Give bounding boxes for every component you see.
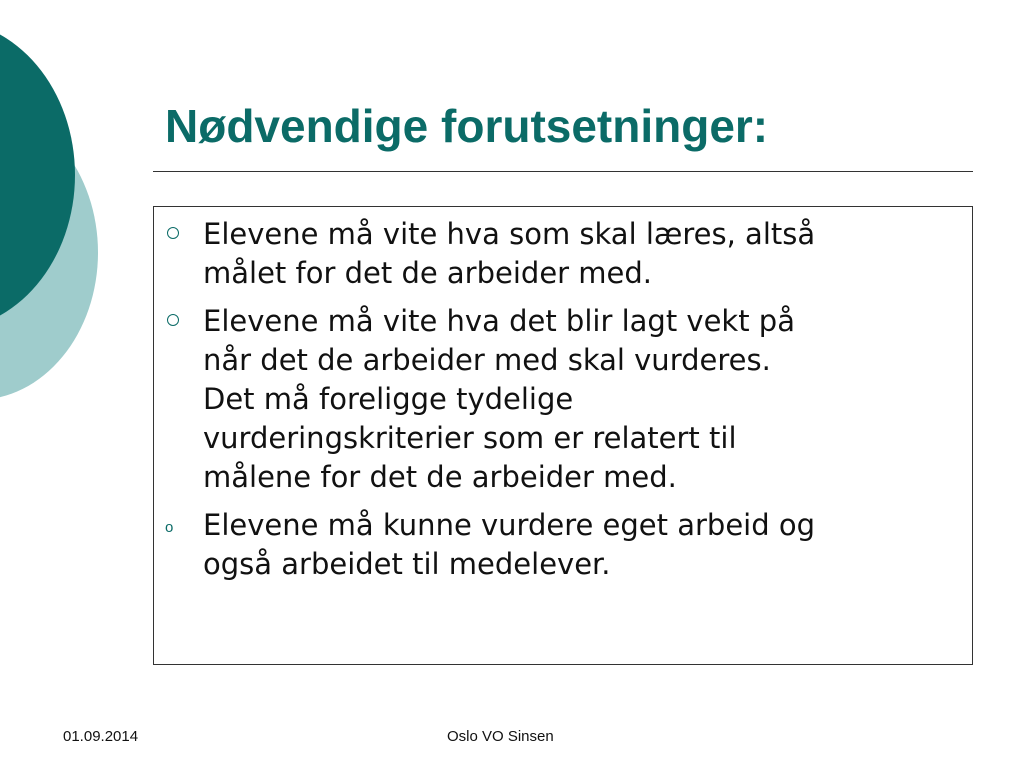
slide-title: Nødvendige forutsetninger: <box>165 100 769 152</box>
bullet-item <box>154 506 972 584</box>
bullet-text: Elevene må vite hva det blir lagt vekt på når det de arbeider med skal vurderes. Det må foreligge tydelige vurderingskriterier som er relatert til målene for det de arbeider med. <box>203 304 795 494</box>
footer-date: 01.09.2014 <box>63 728 139 745</box>
circle-bullet-icon <box>167 314 179 326</box>
content-box <box>153 206 973 665</box>
title-divider <box>153 171 973 172</box>
footer-center-text: Oslo VO Sinsen <box>447 728 554 745</box>
bullet-text: Elevene må kunne vurdere eget arbeid og også arbeidet til medelever. <box>203 508 816 581</box>
bullet-list <box>154 215 972 593</box>
circle-bullet-icon <box>167 227 179 239</box>
bullet-item <box>154 302 972 497</box>
bullet-text: Elevene må vite hva som skal læres, altså målet for det de arbeider med. <box>203 217 816 290</box>
bullet-item <box>154 215 972 293</box>
small-o-bullet-icon: o <box>165 519 174 536</box>
